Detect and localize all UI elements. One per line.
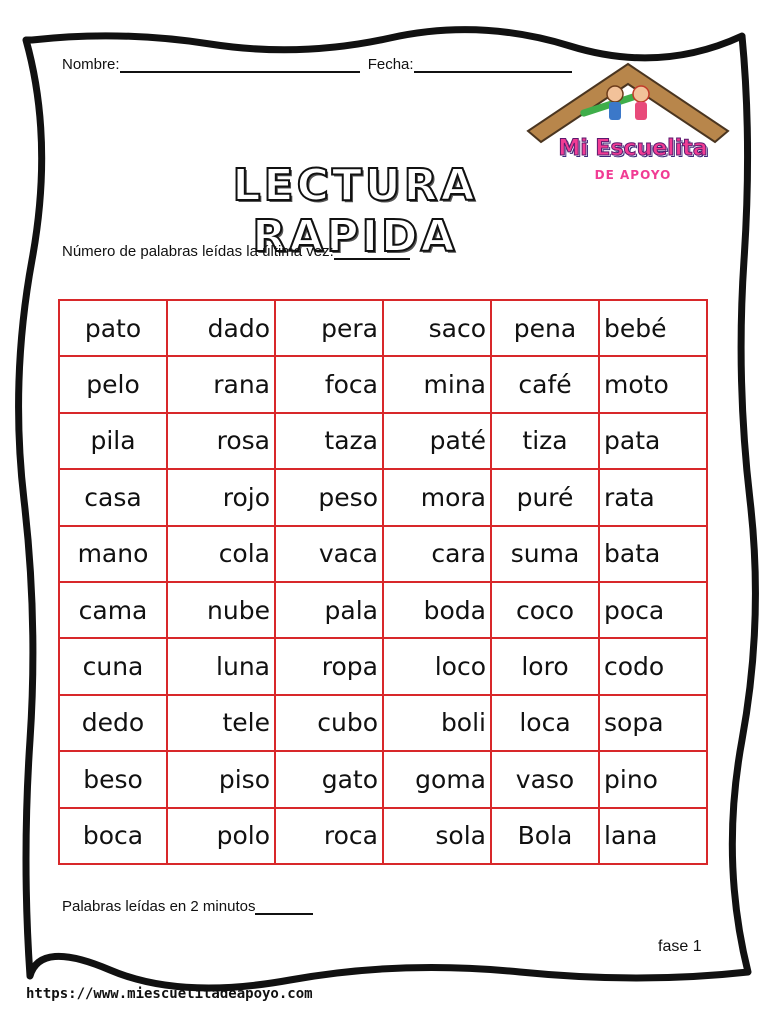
word-cell: luna (167, 638, 275, 694)
word-cell: paté (383, 413, 491, 469)
word-cell: boda (383, 582, 491, 638)
logo-subtitle: DE APOYO (594, 168, 672, 182)
word-cell: polo (167, 808, 275, 864)
word-cell: cuna (59, 638, 167, 694)
word-row (59, 300, 707, 356)
website-url[interactable]: https://www.miescuelitadeapoyo.com (26, 986, 313, 1002)
word-cell: puré (491, 469, 599, 525)
word-cell: mina (383, 356, 491, 412)
word-cell: rosa (167, 413, 275, 469)
word-cell: loca (491, 695, 599, 751)
word-row (59, 469, 707, 525)
phase-label: fase 1 (658, 938, 702, 955)
word-cell: pato (59, 300, 167, 356)
word-cell: ropa (275, 638, 383, 694)
word-cell: taza (275, 413, 383, 469)
word-row (59, 356, 707, 412)
logo-name: Mi Escuelita (558, 136, 708, 161)
last-count-label: Número de palabras leídas la última vez: (62, 243, 334, 260)
word-cell: goma (383, 751, 491, 807)
word-cell: vaca (275, 526, 383, 582)
word-cell: pata (599, 413, 707, 469)
name-field[interactable] (120, 57, 360, 73)
word-cell: tiza (491, 413, 599, 469)
word-row (59, 413, 707, 469)
page-title: LECTURA RAPIDA (232, 160, 478, 262)
word-cell: piso (167, 751, 275, 807)
word-cell: bata (599, 526, 707, 582)
last-count-field[interactable] (334, 244, 410, 260)
word-cell: mano (59, 526, 167, 582)
word-cell: moto (599, 356, 707, 412)
word-cell: pala (275, 582, 383, 638)
word-cell: codo (599, 638, 707, 694)
word-cell: suma (491, 526, 599, 582)
header-fields (62, 56, 572, 73)
word-cell: rata (599, 469, 707, 525)
word-cell: tele (167, 695, 275, 751)
name-label: Nombre: (62, 56, 120, 73)
words-2min-label: Palabras leídas en 2 minutos (62, 898, 256, 915)
word-cell: coco (491, 582, 599, 638)
word-cell: peso (275, 469, 383, 525)
word-cell: gato (275, 751, 383, 807)
word-row (59, 751, 707, 807)
word-cell: beso (59, 751, 167, 807)
word-cell: saco (383, 300, 491, 356)
word-cell: roca (275, 808, 383, 864)
word-cell: Bola (491, 808, 599, 864)
words-2min-line (62, 898, 313, 915)
word-cell: dado (167, 300, 275, 356)
word-cell: pila (59, 413, 167, 469)
word-cell: lana (599, 808, 707, 864)
word-cell: vaso (491, 751, 599, 807)
word-cell: pena (491, 300, 599, 356)
word-cell: cama (59, 582, 167, 638)
word-cell: cola (167, 526, 275, 582)
word-cell: sopa (599, 695, 707, 751)
word-cell: dedo (59, 695, 167, 751)
word-cell: boca (59, 808, 167, 864)
word-cell: cubo (275, 695, 383, 751)
word-cell: rojo (167, 469, 275, 525)
word-cell: mora (383, 469, 491, 525)
word-cell: loro (491, 638, 599, 694)
word-cell: café (491, 356, 599, 412)
word-row (59, 808, 707, 864)
last-count-line (62, 243, 410, 260)
word-cell: poca (599, 582, 707, 638)
word-cell: sola (383, 808, 491, 864)
word-row (59, 526, 707, 582)
word-row (59, 638, 707, 694)
word-cell: foca (275, 356, 383, 412)
date-label: Fecha: (367, 56, 414, 73)
word-cell: loco (383, 638, 491, 694)
word-cell: pino (599, 751, 707, 807)
word-cell: boli (383, 695, 491, 751)
word-cell: nube (167, 582, 275, 638)
words-2min-field[interactable] (255, 899, 313, 915)
word-cell: rana (167, 356, 275, 412)
word-cell: casa (59, 469, 167, 525)
word-cell: pera (275, 300, 383, 356)
word-cell: bebé (599, 300, 707, 356)
word-row (59, 582, 707, 638)
word-grid (58, 299, 708, 865)
word-row (59, 695, 707, 751)
word-cell: pelo (59, 356, 167, 412)
word-cell: cara (383, 526, 491, 582)
